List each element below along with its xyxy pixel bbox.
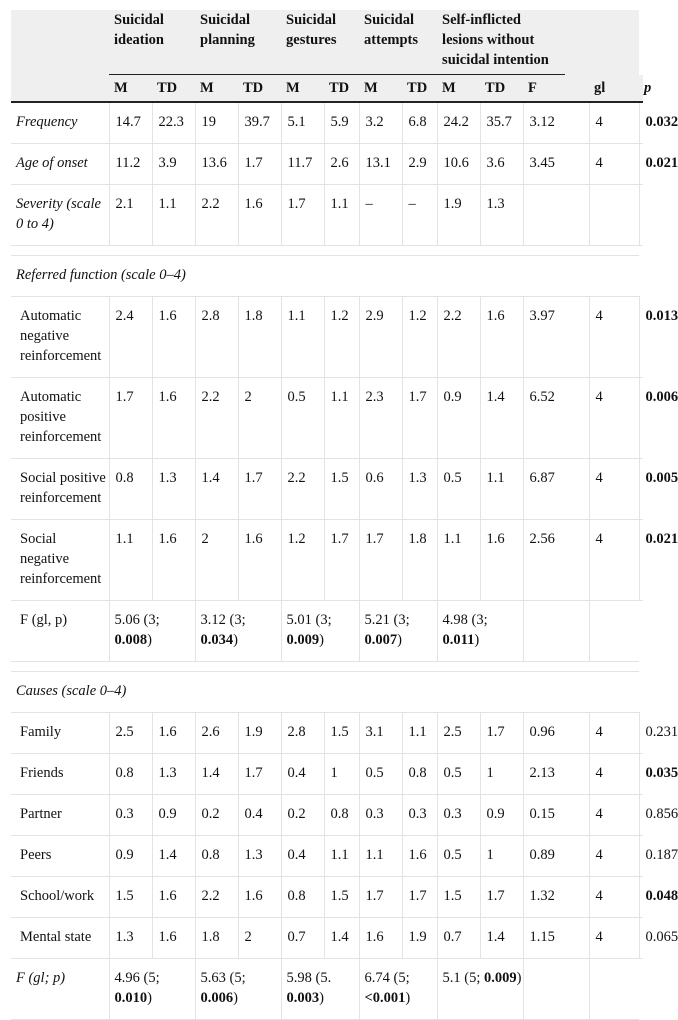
f-p-value: 0.006 [200, 990, 234, 1006]
f-p-value: 0.009 [286, 632, 320, 648]
subheader-p: p [639, 75, 643, 103]
section-row [11, 672, 643, 713]
spacer-row [11, 246, 643, 256]
f-value: 6.74 (5; [364, 970, 410, 986]
table-row [11, 713, 643, 754]
table-row [11, 144, 643, 185]
f-cell [195, 959, 281, 1020]
table-cell: 0.035 [639, 754, 643, 795]
table-cell: 4 [589, 713, 639, 754]
group-header: Self-inflicted lesions without suicidal intention [437, 10, 565, 75]
corner-cell [11, 10, 109, 75]
table-cell: 4 [589, 520, 639, 601]
table-cell: 4 [589, 378, 639, 459]
row-label: Peers [11, 836, 109, 877]
table-cell: 1.6 [238, 520, 281, 601]
subheader-m: M [195, 75, 238, 103]
f-suffix: ) [319, 632, 324, 648]
table-cell: 1.1 [480, 459, 523, 520]
table-cell: 0.032 [639, 102, 643, 144]
f-suffix: ) [319, 990, 324, 1006]
table-cell: 22.3 [152, 102, 195, 144]
subheader-row [11, 75, 643, 103]
header-spacer [565, 10, 589, 75]
spacer-cell [11, 246, 639, 256]
table-cell: 4 [589, 459, 639, 520]
row-label: Friends [11, 754, 109, 795]
subheader-td: TD [402, 75, 437, 103]
table-cell: 3.12 [523, 102, 589, 144]
table-cell: 3.6 [480, 144, 523, 185]
f-value: 5.21 (3; [364, 612, 410, 628]
table-cell: 0.4 [281, 754, 324, 795]
table-cell: 11.2 [109, 144, 152, 185]
table-cell: 0.4 [281, 836, 324, 877]
table-cell: 4 [589, 297, 639, 378]
table-cell: 4 [589, 754, 639, 795]
table-cell: 0.8 [281, 877, 324, 918]
subheader-m: M [359, 75, 402, 103]
table-cell: – [359, 185, 402, 246]
table-cell: 2.3 [359, 378, 402, 459]
table-cell: 1.7 [238, 754, 281, 795]
table-cell: 1.1 [359, 836, 402, 877]
table-cell: 2.2 [195, 185, 238, 246]
f-value: 3.12 (3; [200, 612, 246, 628]
table-cell: 0.2 [195, 795, 238, 836]
f-cell [195, 601, 281, 662]
table-cell: 0.2 [281, 795, 324, 836]
f-p-value: 0.010 [114, 990, 148, 1006]
subheader-blank [11, 75, 109, 103]
group-header: Suicidal ideation [109, 10, 195, 75]
table-cell: 2.2 [195, 877, 238, 918]
f-p-value: 0.009 [484, 970, 517, 986]
table-cell: 1.2 [402, 297, 437, 378]
f-cell [281, 959, 359, 1020]
spacer-cell [11, 662, 639, 672]
table-cell: 1.6 [152, 297, 195, 378]
row-label: F (gl; p) [11, 959, 109, 1020]
table-cell: 1.6 [238, 185, 281, 246]
table-cell: 1.15 [523, 918, 589, 959]
row-label: Automatic positive reinforcement [11, 378, 109, 459]
subheader-f: F [523, 75, 589, 103]
table-cell: 4 [589, 836, 639, 877]
f-p-value: <0.001 [364, 990, 406, 1006]
table-cell: 2.6 [195, 713, 238, 754]
table-row [11, 918, 643, 959]
table-cell: 2.8 [281, 713, 324, 754]
table-cell: 1.7 [402, 378, 437, 459]
table-cell: 4 [589, 795, 639, 836]
f-p-value: 0.011 [442, 632, 475, 648]
table-cell: 2.6 [324, 144, 359, 185]
row-label: F (gl, p) [11, 601, 109, 662]
table-row [11, 459, 643, 520]
table-cell: 1.6 [359, 918, 402, 959]
section-row [11, 256, 643, 297]
table-cell: 1.7 [480, 713, 523, 754]
table-cell: 1 [480, 836, 523, 877]
f-suffix: ) [397, 632, 402, 648]
table-cell: 2.9 [402, 144, 437, 185]
table-cell: 2.2 [281, 459, 324, 520]
table-cell: 2 [238, 918, 281, 959]
table-cell: 1.8 [402, 520, 437, 601]
table-cell: 0.8 [195, 836, 238, 877]
table-cell: 1.8 [238, 297, 281, 378]
table-row [11, 102, 643, 144]
section-title: Referred function (scale 0–4) [11, 256, 639, 297]
results-table-container [11, 10, 678, 1020]
table-cell: 0.8 [109, 754, 152, 795]
f-value: 5.98 (5. [286, 970, 332, 986]
f-row [11, 959, 643, 1020]
table-cell: 5.9 [324, 102, 359, 144]
table-cell: 1.7 [480, 877, 523, 918]
table-cell: 1.4 [480, 918, 523, 959]
table-cell: 11.7 [281, 144, 324, 185]
table-cell: 1.3 [152, 459, 195, 520]
table-cell: 1.3 [402, 459, 437, 520]
table-cell: 3.1 [359, 713, 402, 754]
table-cell: 1.6 [480, 520, 523, 601]
table-cell: 1.7 [359, 520, 402, 601]
table-cell: 0.856 [639, 795, 643, 836]
table-cell: 1.3 [152, 754, 195, 795]
table-cell: 1.7 [238, 459, 281, 520]
table-cell: 1.3 [480, 185, 523, 246]
table-cell: 2.1 [109, 185, 152, 246]
row-label: Mental state [11, 918, 109, 959]
table-cell: 1.9 [437, 185, 480, 246]
subheader-td: TD [152, 75, 195, 103]
table-cell: 1.7 [359, 877, 402, 918]
table-cell: 14.7 [109, 102, 152, 144]
row-label: Age of onset [11, 144, 109, 185]
f-suffix: ) [147, 632, 152, 648]
table-cell: 1 [324, 754, 359, 795]
table-cell: 4 [589, 918, 639, 959]
table-cell: 2.8 [195, 297, 238, 378]
f-value: 4.96 (5; [114, 970, 160, 986]
table-cell: 2.5 [437, 713, 480, 754]
table-cell: 0.5 [437, 836, 480, 877]
f-suffix: ) [233, 990, 238, 1006]
f-cell [109, 601, 195, 662]
f-row [11, 601, 643, 662]
table-cell: 1.2 [324, 297, 359, 378]
table-cell: 1.7 [109, 378, 152, 459]
table-cell: 0.3 [402, 795, 437, 836]
table-cell: 0.5 [437, 459, 480, 520]
table-cell [523, 185, 589, 246]
row-label: Partner [11, 795, 109, 836]
table-cell: 2.2 [195, 378, 238, 459]
table-cell: 1.7 [238, 144, 281, 185]
table-cell: 6.8 [402, 102, 437, 144]
subheader-m: M [109, 75, 152, 103]
table-cell: 0.5 [359, 754, 402, 795]
table-cell: 1.1 [109, 520, 152, 601]
table-cell: 0.013 [639, 297, 643, 378]
table-cell: 1.1 [324, 378, 359, 459]
subheader-td: TD [324, 75, 359, 103]
table-cell: 3.9 [152, 144, 195, 185]
f-suffix: ) [474, 632, 480, 648]
table-cell: 0.96 [523, 713, 589, 754]
f-value: 5.06 (3; [114, 612, 160, 628]
table-cell: 0.4 [238, 795, 281, 836]
row-label: Social negative reinforcement [11, 520, 109, 601]
table-cell: 1.6 [152, 877, 195, 918]
f-p-value: 0.003 [286, 990, 320, 1006]
subheader-m: M [437, 75, 480, 103]
table-cell: 5.1 [281, 102, 324, 144]
table-cell: 0.048 [639, 877, 643, 918]
table-cell: 1.4 [152, 836, 195, 877]
table-cell: 0.6 [359, 459, 402, 520]
table-cell: 0.3 [359, 795, 402, 836]
table-cell: 1.4 [324, 918, 359, 959]
row-label: School/work [11, 877, 109, 918]
table-cell: 1.4 [480, 378, 523, 459]
f-value: 5.01 (3; [286, 612, 332, 628]
table-body [11, 102, 678, 1020]
table-cell: 1.7 [281, 185, 324, 246]
table-cell: 10.6 [437, 144, 480, 185]
table-cell: 0.3 [109, 795, 152, 836]
table-cell: 1.4 [195, 754, 238, 795]
header-spacer [589, 10, 639, 75]
row-label: Severity (scale 0 to 4) [11, 185, 109, 246]
table-cell: 1.8 [195, 918, 238, 959]
table-cell: 4 [589, 102, 639, 144]
table-cell: 19 [195, 102, 238, 144]
table-cell: 1.6 [402, 836, 437, 877]
table-cell: 0.7 [281, 918, 324, 959]
table-cell: 0.9 [480, 795, 523, 836]
table-cell: 1.5 [324, 713, 359, 754]
empty-cell [523, 601, 589, 662]
table-cell: 2.5 [109, 713, 152, 754]
table-cell: 0.7 [437, 918, 480, 959]
f-cell [109, 959, 195, 1020]
table-cell [639, 185, 643, 246]
table-cell: 24.2 [437, 102, 480, 144]
table-cell [589, 185, 639, 246]
table-cell: 1 [480, 754, 523, 795]
table-cell: 1.6 [152, 378, 195, 459]
table-cell: 3.97 [523, 297, 589, 378]
table-row [11, 754, 643, 795]
table-cell: 1.1 [324, 185, 359, 246]
results-table [11, 10, 678, 1020]
table-row [11, 836, 643, 877]
table-cell: 1.6 [480, 297, 523, 378]
subheader-gl: gl [589, 75, 639, 103]
table-cell: 0.065 [639, 918, 643, 959]
table-cell: 2.13 [523, 754, 589, 795]
table-cell: 1.1 [324, 836, 359, 877]
table-row [11, 185, 643, 246]
table-cell: 1.6 [238, 877, 281, 918]
table-cell: 39.7 [238, 102, 281, 144]
f-p-value: 0.007 [364, 632, 398, 648]
table-cell: 1.1 [402, 713, 437, 754]
table-cell: 1.4 [195, 459, 238, 520]
f-cell [437, 959, 523, 1020]
table-row [11, 520, 643, 601]
row-label: Frequency [11, 102, 109, 144]
table-cell: 0.89 [523, 836, 589, 877]
table-cell: 1.5 [324, 459, 359, 520]
table-cell: 1.3 [238, 836, 281, 877]
table-cell: 0.8 [402, 754, 437, 795]
f-value: 4.98 (3; [442, 612, 488, 628]
row-label: Family [11, 713, 109, 754]
group-header: Suicidal planning [195, 10, 281, 75]
empty-cell [523, 959, 589, 1020]
table-cell: 1.32 [523, 877, 589, 918]
table-cell: 0.15 [523, 795, 589, 836]
table-cell: 1.6 [152, 520, 195, 601]
f-value: 5.1 (5; [442, 970, 485, 986]
table-cell: 0.8 [109, 459, 152, 520]
table-cell: 1.5 [437, 877, 480, 918]
table-cell: 2 [238, 378, 281, 459]
subheader-td: TD [238, 75, 281, 103]
table-cell: 3.45 [523, 144, 589, 185]
group-header: Suicidal gestures [281, 10, 359, 75]
table-cell: 4 [589, 877, 639, 918]
table-cell: 1.1 [437, 520, 480, 601]
table-cell: 1.1 [152, 185, 195, 246]
table-cell: 2.56 [523, 520, 589, 601]
spacer-row [11, 662, 643, 672]
table-cell: 1.9 [238, 713, 281, 754]
table-cell: 0.9 [437, 378, 480, 459]
group-header-row [11, 10, 643, 75]
table-row [11, 877, 643, 918]
table-cell: 1.1 [281, 297, 324, 378]
group-header: Suicidal attempts [359, 10, 437, 75]
f-suffix: ) [147, 990, 152, 1006]
table-cell: 0.5 [437, 754, 480, 795]
table-row [11, 297, 643, 378]
table-cell: 0.005 [639, 459, 643, 520]
f-value: 5.63 (5; [200, 970, 246, 986]
f-p-value: 0.034 [200, 632, 234, 648]
table-row [11, 378, 643, 459]
table-cell: 1.5 [109, 877, 152, 918]
subheader-td: TD [480, 75, 523, 103]
table-cell: 6.52 [523, 378, 589, 459]
table-cell: 1.7 [324, 520, 359, 601]
table-cell: – [402, 185, 437, 246]
table-cell: 2.4 [109, 297, 152, 378]
table-cell: 0.021 [639, 520, 643, 601]
table-cell: 0.021 [639, 144, 643, 185]
table-cell: 0.3 [437, 795, 480, 836]
table-cell: 13.6 [195, 144, 238, 185]
table-cell: 0.9 [152, 795, 195, 836]
row-label: Automatic negative reinforcement [11, 297, 109, 378]
table-cell: 0.187 [639, 836, 643, 877]
empty-cell [589, 959, 639, 1020]
table-cell: 1.9 [402, 918, 437, 959]
table-cell: 6.87 [523, 459, 589, 520]
table-cell: 13.1 [359, 144, 402, 185]
table-row [11, 795, 643, 836]
f-cell [437, 601, 523, 662]
table-cell: 0.9 [109, 836, 152, 877]
table-cell: 4 [589, 144, 639, 185]
section-title: Causes (scale 0–4) [11, 672, 639, 713]
table-cell: 1.5 [324, 877, 359, 918]
table-cell: 1.6 [152, 713, 195, 754]
subheader-m: M [281, 75, 324, 103]
f-p-value: 0.008 [114, 632, 148, 648]
f-cell [281, 601, 359, 662]
table-cell: 35.7 [480, 102, 523, 144]
table-cell: 2.9 [359, 297, 402, 378]
f-cell [359, 601, 437, 662]
f-suffix: ) [516, 970, 522, 986]
f-suffix: ) [405, 990, 411, 1006]
table-cell: 1.2 [281, 520, 324, 601]
table-cell: 0.8 [324, 795, 359, 836]
table-cell: 3.2 [359, 102, 402, 144]
table-cell: 2.2 [437, 297, 480, 378]
f-suffix: ) [233, 632, 238, 648]
empty-cell [589, 601, 639, 662]
table-cell: 2 [195, 520, 238, 601]
table-cell: 1.6 [152, 918, 195, 959]
row-label: Social positive reinforcement [11, 459, 109, 520]
table-cell: 1.7 [402, 877, 437, 918]
f-cell [359, 959, 437, 1020]
table-cell: 1.3 [109, 918, 152, 959]
table-cell: 0.006 [639, 378, 643, 459]
table-cell: 0.231 [639, 713, 643, 754]
table-cell: 0.5 [281, 378, 324, 459]
